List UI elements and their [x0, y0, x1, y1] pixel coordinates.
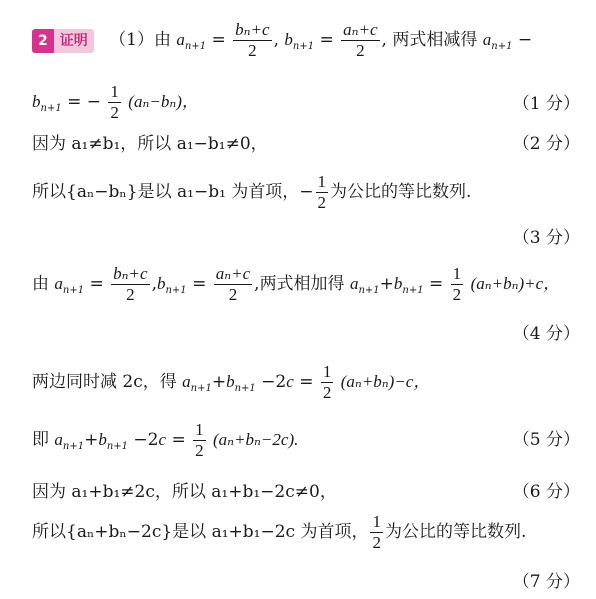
- line6-pre: 两边同时减 2c，得: [32, 372, 177, 392]
- line4-pre: 所以{aₙ−bₙ}是以 a₁−b₁ 为首项，−: [32, 182, 314, 202]
- sub-n1: n+1: [292, 41, 315, 52]
- line5-mid: 两式相加得: [259, 274, 345, 294]
- score-7: （7 分）: [512, 572, 580, 592]
- score-3: （3 分）: [512, 228, 580, 248]
- proof-line-5: 由 $a_{n+1}$ = $\frac{\text{bₙ+c}}{2}$ $,b_{n+1}$ = $\frac{\text{aₙ+c}}{2}$ ,两式相加得 $a_{n+1}+b_{n+1}$ = $\frac{1}{2}$ (aₙ+bₙ)+c，: [32, 264, 561, 304]
- sub-n1: n+1: [62, 441, 85, 452]
- sub-n1: n+1: [62, 285, 85, 296]
- fraction-half: [193, 420, 206, 461]
- fraction-half: [108, 82, 121, 123]
- proof-line-8: [32, 482, 580, 502]
- fraction-denominator: 2: [452, 285, 462, 304]
- proof-line-6: 两边同时减 2c，得 $a_{n+1}+b_{n+1} -2c$ = $\frac{1}{2}$ (aₙ+bₙ)−c，: [32, 362, 431, 402]
- fraction-denominator: 2: [356, 41, 365, 60]
- fraction-denominator: 2: [110, 103, 119, 122]
- line2-expr: (aₙ−bₙ)，: [128, 92, 199, 111]
- var-b: b: [32, 92, 41, 111]
- badge-label: 证明: [54, 29, 94, 53]
- sub-n1: n+1: [234, 383, 256, 394]
- proof-line-2: $b_{n+1}$ = − $\frac{1}{2}$ (aₙ−bₙ)，: [32, 82, 199, 122]
- fraction-an-c: [341, 20, 379, 61]
- fraction-numerator: 1: [372, 512, 381, 531]
- line1-tail: 两式相减得: [392, 30, 478, 50]
- fraction-denominator: 2: [126, 285, 135, 304]
- sub-n1: n+1: [184, 41, 207, 52]
- badge-number: 2: [32, 29, 54, 53]
- fraction-denominator: 2: [317, 193, 327, 212]
- line7-tail: (aₙ+bₙ−2c).: [213, 430, 299, 449]
- var-a: a: [182, 372, 191, 391]
- fraction-numerator: aₙ+c: [343, 20, 378, 39]
- line5-prefix: 由: [32, 274, 49, 294]
- sub-n1: n+1: [402, 285, 424, 296]
- fraction-numerator: bₙ+c: [235, 20, 270, 39]
- score-6: （6 分）: [512, 482, 580, 502]
- var-b: b: [393, 274, 403, 293]
- fraction-denominator: 2: [322, 383, 332, 402]
- var-a: a: [54, 430, 63, 449]
- score-4: （4 分）: [512, 324, 580, 344]
- score-5: （5 分）: [512, 430, 580, 450]
- sub-n1: n+1: [358, 285, 380, 296]
- fraction-half: [451, 264, 464, 305]
- fraction-numerator: 1: [322, 362, 332, 381]
- line1-prefix: （1）由: [109, 30, 171, 50]
- sub-n1: n+1: [40, 103, 62, 114]
- line8-text: 因为 a₁+b₁≠2c，所以 a₁+b₁−2c≠0，: [32, 482, 337, 502]
- fraction-numerator: 1: [317, 172, 327, 191]
- var-a: a: [176, 30, 185, 49]
- fraction-numerator: 1: [110, 82, 119, 101]
- score-2: （2 分）: [512, 134, 580, 154]
- line7-pre: 即: [32, 430, 49, 450]
- proof-line-4: [32, 172, 580, 213]
- fraction-numerator: bₙ+c: [113, 264, 148, 283]
- line9-post: 为公比的等比数列.: [384, 522, 527, 542]
- fraction-numerator: aₙ+c: [215, 264, 251, 283]
- line9-pre: 所以{aₙ+bₙ−2c}是以 a₁+b₁−2c 为首项，: [32, 522, 369, 542]
- var-c: c: [286, 372, 294, 391]
- fraction-an-c: [214, 264, 252, 305]
- fraction-half: [316, 172, 329, 213]
- sub-n1: n+1: [106, 441, 129, 452]
- fraction-bn-c: [111, 264, 149, 305]
- var-c: c: [158, 430, 167, 449]
- sub-n1: n+1: [190, 383, 212, 394]
- sub-n1: n+1: [165, 285, 187, 296]
- fraction-bn-c: [233, 20, 271, 61]
- fraction-denominator: 2: [228, 285, 238, 304]
- var-a: a: [54, 274, 63, 293]
- var-b: b: [98, 430, 107, 449]
- fraction-denominator: 2: [248, 41, 257, 60]
- line6-tail: (aₙ+bₙ)−c，: [340, 372, 431, 391]
- fraction-denominator: 2: [195, 441, 204, 460]
- line4-post: 为公比的等比数列.: [330, 182, 472, 202]
- line3-text: 因为 a₁≠b₁，所以 a₁−b₁≠0，: [32, 134, 268, 154]
- proof-badge: [32, 29, 94, 53]
- proof-line-9: [32, 512, 580, 553]
- fraction-denominator: 2: [372, 533, 381, 552]
- fraction-numerator: 1: [452, 264, 462, 283]
- line5-tail: (aₙ+bₙ)+c，: [470, 274, 561, 293]
- proof-line-3: [32, 134, 580, 154]
- proof-line-7: 即 $a_{n+1}+b_{n+1} -2c$ = $\frac{1}{2}$ (aₙ+bₙ−2c).: [32, 420, 299, 460]
- var-a: a: [482, 30, 492, 49]
- var-a: a: [349, 274, 359, 293]
- proof-line-1: 2 证明 （1）由 $a_{n+1}$ = $\frac{\text{bₙ+c}}{2}$ , $b_{n+1}$ = $\frac{\text{aₙ+c}}{2}$ , 两式相减得 $a_{n+1}$ −: [32, 20, 580, 61]
- fraction-numerator: 1: [195, 420, 204, 439]
- score-1: （1 分）: [512, 94, 580, 114]
- var-b: b: [156, 274, 166, 293]
- fraction-half: [370, 512, 383, 553]
- sub-n1: n+1: [491, 41, 513, 52]
- fraction-half: [321, 362, 334, 403]
- var-b: b: [284, 30, 293, 49]
- var-b: b: [226, 372, 235, 391]
